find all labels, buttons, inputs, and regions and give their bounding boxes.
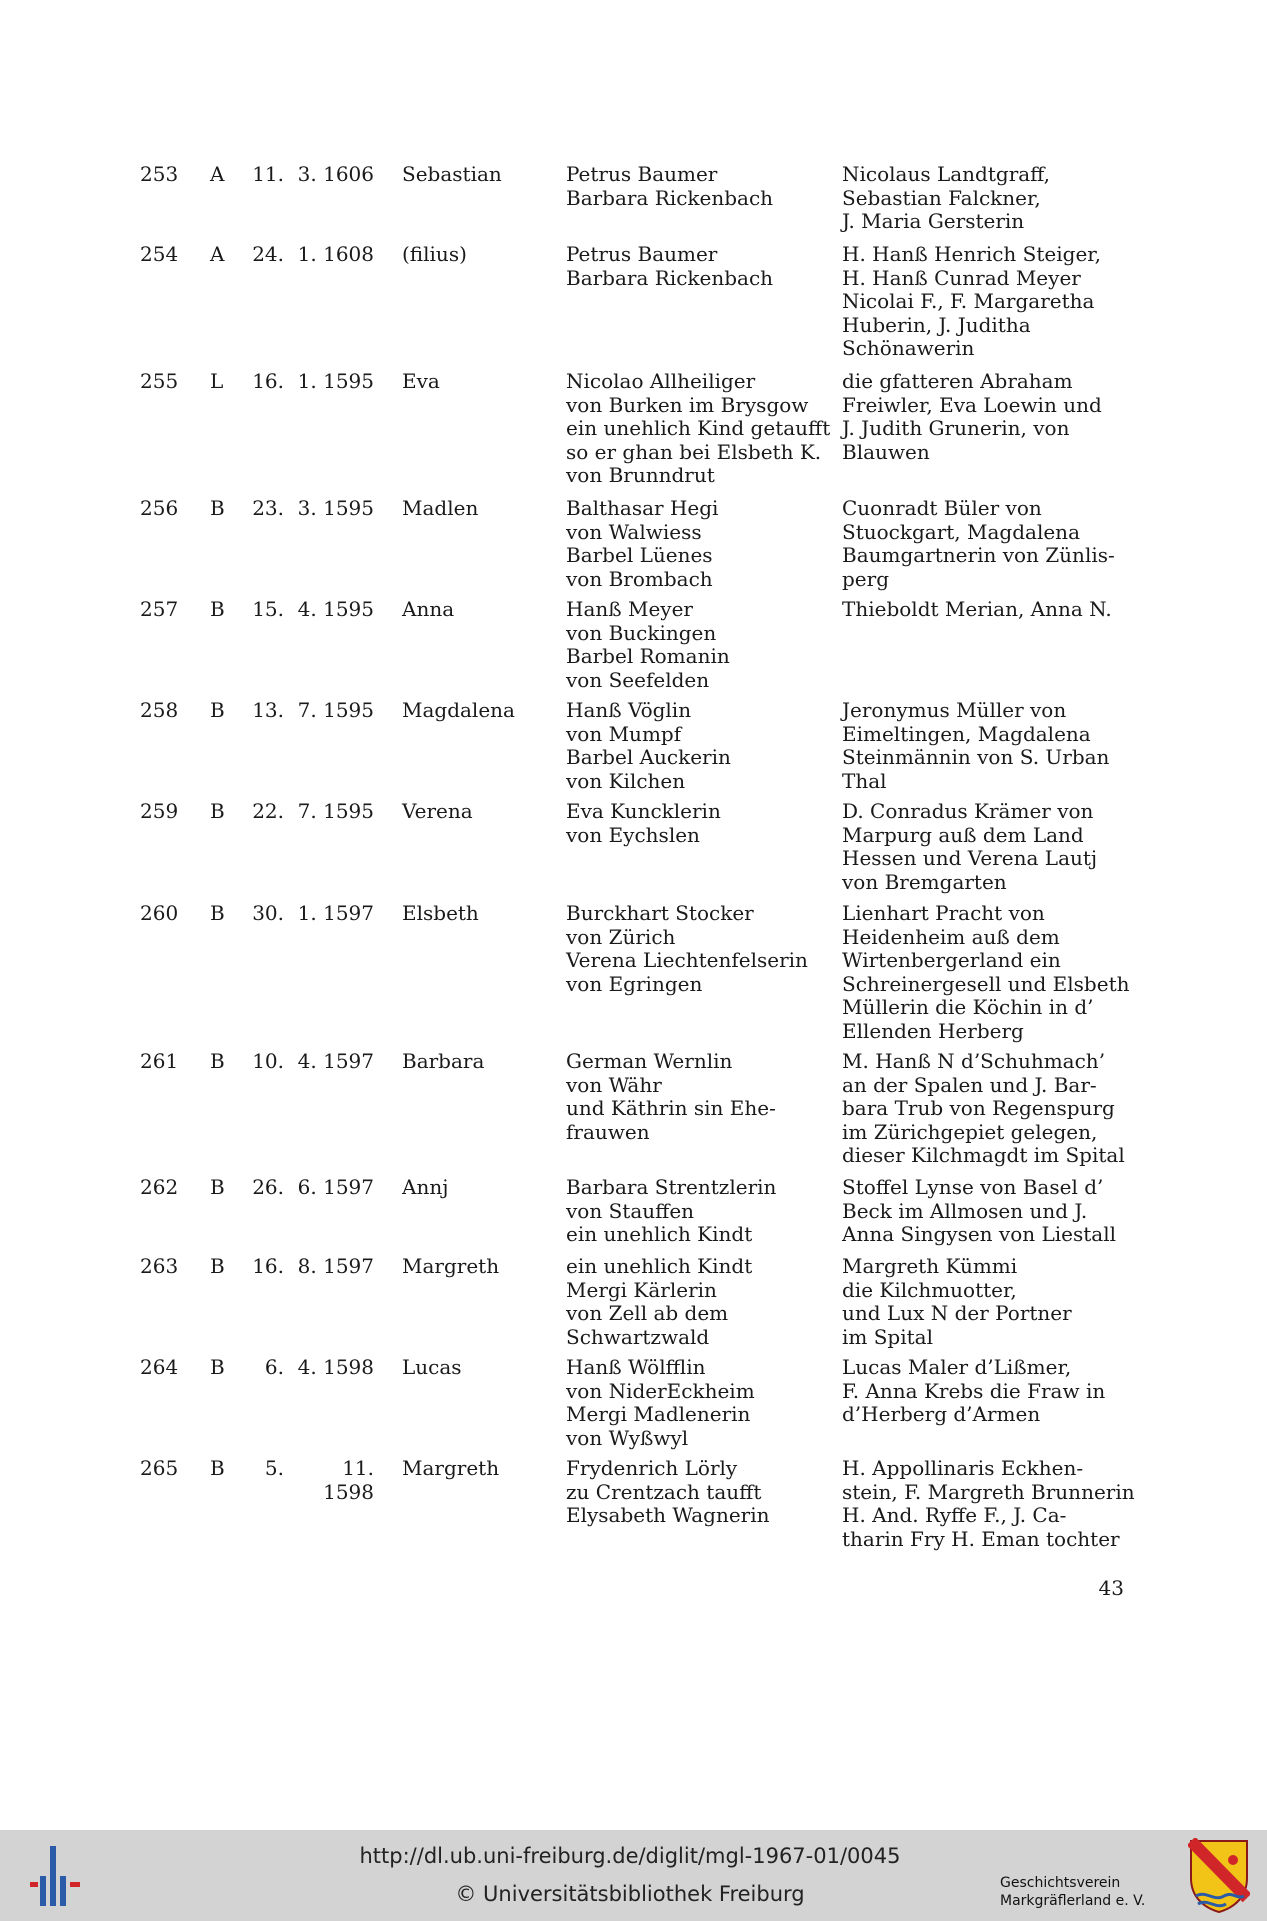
parents-cell (566, 902, 831, 996)
child-name: Magdalena (402, 698, 515, 722)
godparents-cell (842, 901, 1130, 1043)
parent-line: Barbara Rickenbach (566, 265, 774, 290)
entry-category: B (210, 496, 225, 520)
entry-month-year: 1. 1597 (297, 901, 374, 925)
godparent-line: Sebastian Falckner, (842, 185, 1041, 210)
entry-day: 11. (252, 162, 284, 186)
godparent-line: Wirtenbergerland ein (842, 948, 1061, 972)
child-name: Sebastian (402, 162, 502, 186)
godparent-line: Ellenden Herberg (842, 1018, 1024, 1043)
entry-day: 23. (252, 496, 284, 520)
parent-line: Balthasar Hegi (566, 496, 719, 520)
parent-line: Barbara Strentzlerin (566, 1175, 777, 1199)
parent-line: von Kilchen (566, 768, 686, 793)
parents-cell (566, 800, 831, 847)
parent-line: so er ghan bei Elsbeth K. (566, 439, 822, 464)
child-name: Verena (402, 799, 473, 823)
godparent-line: H. Hanß Cunrad Meyer (842, 265, 1081, 290)
child-name: Lucas (402, 1355, 462, 1379)
entry-category: L (210, 369, 224, 393)
godparent-line: Lucas Maler d’Lißmer, (842, 1355, 1072, 1379)
child-name: Margreth (402, 1254, 500, 1278)
parent-line: Barbel Lüenes (566, 543, 713, 567)
godparent-line: Cuonradt Büler von (842, 496, 1042, 520)
parent-line: Nicolao Allheiliger (566, 369, 756, 393)
child-name: Madlen (402, 496, 479, 520)
society-name (1000, 1874, 1190, 1910)
godparent-line: J. Maria Gersterin (842, 209, 1025, 233)
godparent-line: die gfatteren Abraham (842, 369, 1073, 393)
parent-line: ein unehlich Kindt (566, 1222, 753, 1246)
godparent-line: Heidenheim auß dem (842, 924, 1060, 949)
godparent-line: die Kilchmuotter, (842, 1277, 1017, 1302)
godparent-line: Margreth Kümmi (842, 1254, 1018, 1278)
entry-month-year: 11. 1598 (323, 1456, 374, 1504)
godparent-line: Anna Singysen von Liestall (842, 1222, 1117, 1246)
child-name: Anna (402, 597, 455, 621)
godparent-line: im Zürichgepiet gelegen, (842, 1119, 1098, 1144)
parent-line: Petrus Baumer (566, 242, 718, 266)
godparents-cell (842, 598, 1127, 622)
godparent-line: dieser Kilchmagdt im Spital (842, 1143, 1125, 1167)
godparent-line: Beck im Allmosen und J. (842, 1198, 1088, 1223)
godparent-line: an der Spalen und J. Bar- (842, 1072, 1097, 1097)
entry-number: 253 (140, 162, 179, 186)
godparent-line: D. Conradus Krämer von (842, 799, 1094, 823)
entry-month-year: 3. 1595 (297, 496, 374, 520)
parents-cell (566, 163, 831, 210)
entry-number: 257 (140, 597, 179, 621)
parent-line: Verena Liechtenfelserin (566, 948, 808, 972)
parent-line: von Wyßwyl (566, 1425, 689, 1450)
entry-month-year: 1. 1595 (297, 369, 374, 393)
entry-category: B (210, 799, 225, 823)
godparent-line: Thal (842, 768, 887, 793)
entry-number: 264 (140, 1355, 179, 1379)
entry-number: 262 (140, 1175, 179, 1199)
godparent-line: d’Herberg d’Armen (842, 1402, 1041, 1426)
parent-line: von Eychslen (566, 822, 700, 847)
parent-line: Schwartzwald (566, 1324, 710, 1349)
parent-line: von Seefelden (566, 667, 710, 692)
godparent-line: Huberin, J. Juditha (842, 312, 1031, 337)
parent-line: ein unehlich Kind getaufft (566, 416, 831, 440)
entry-category: B (210, 1049, 225, 1073)
parents-cell (566, 243, 831, 290)
godparent-line: Nicolai F., F. Margaretha (842, 289, 1095, 313)
parent-line: Elysabeth Wagnerin (566, 1503, 770, 1527)
godparent-line: und Lux N der Portner (842, 1301, 1072, 1325)
parent-line: Hanß Vöglin (566, 698, 692, 722)
entry-category: B (210, 1456, 225, 1480)
godparents-cell (842, 1356, 1127, 1427)
entry-category: B (210, 1254, 225, 1278)
godparent-line: Lienhart Pracht von (842, 901, 1045, 925)
entry-day: 16. (252, 369, 284, 393)
godparents-cell (842, 370, 1127, 464)
parent-line: von Buckingen (566, 620, 717, 645)
parent-line: Barbara Rickenbach (566, 185, 774, 210)
parent-line: Frydenrich Lörly (566, 1456, 738, 1480)
entry-number: 256 (140, 496, 179, 520)
godparents-cell (842, 163, 1127, 234)
entry-number: 259 (140, 799, 179, 823)
entry-day: 22. (252, 799, 284, 823)
godparents-cell (842, 699, 1127, 793)
entry-number: 261 (140, 1049, 179, 1073)
parent-line: von Mumpf (566, 721, 682, 746)
parent-line: Barbel Romanin (566, 644, 730, 668)
parent-line: Barbel Auckerin (566, 745, 731, 769)
entry-number: 263 (140, 1254, 179, 1278)
godparent-line: perg (842, 566, 890, 591)
godparent-line: Hessen und Verena Lautj (842, 846, 1098, 870)
entry-month-year: 3. 1606 (297, 162, 374, 186)
entry-number: 260 (140, 901, 179, 925)
godparent-line: Eimeltingen, Magdalena (842, 721, 1091, 746)
entry-day: 10. (252, 1049, 284, 1073)
godparent-line: Müllerin die Köchin in d’ (842, 995, 1094, 1019)
godparent-line: im Spital (842, 1324, 933, 1349)
godparents-cell (842, 497, 1127, 591)
godparent-line: Nicolaus Landtgraff, (842, 162, 1051, 186)
parents-cell (566, 497, 831, 591)
parent-line: von Stauffen (566, 1198, 695, 1223)
footer-copyright: © Universitätsbibliothek Freiburg (455, 1882, 805, 1906)
parent-line: und Käthrin sin Ehe- (566, 1096, 776, 1120)
entry-number: 258 (140, 698, 179, 722)
child-name: Eva (402, 369, 440, 393)
parents-cell (566, 598, 831, 692)
parent-line: Mergi Kärlerin (566, 1277, 717, 1302)
parent-line: German Wernlin (566, 1049, 733, 1073)
entry-category: A (210, 242, 225, 266)
entry-day: 24. (252, 242, 284, 266)
parent-line: von Brombach (566, 566, 713, 591)
society-name-line1: Geschichtsverein (1000, 1875, 1121, 1891)
parents-cell (566, 1255, 831, 1349)
parent-line: von Währ (566, 1072, 662, 1097)
page-number: 43 (1098, 1576, 1124, 1600)
entry-day: 15. (252, 597, 284, 621)
entry-category: B (210, 597, 225, 621)
entry-month-year: 7. 1595 (297, 698, 374, 722)
entry-month-year: 7. 1595 (297, 799, 374, 823)
parent-line: Petrus Baumer (566, 162, 718, 186)
child-name: (filius) (402, 242, 467, 266)
entry-month-year: 4. 1597 (297, 1049, 374, 1073)
parents-cell (566, 1050, 831, 1144)
godparent-line: M. Hanß N d’Schuhmach’ (842, 1049, 1106, 1073)
godparents-cell (842, 800, 1127, 894)
parent-line: zu Crentzach taufft (566, 1479, 762, 1504)
parent-line: von Walwiess (566, 519, 702, 544)
entry-number: 254 (140, 242, 179, 266)
godparents-cell (842, 1176, 1127, 1247)
entry-category: B (210, 901, 225, 925)
godparent-line: H. Appollinaris Eckhen- (842, 1456, 1084, 1480)
parent-line: Eva Kuncklerin (566, 799, 721, 823)
parent-line: von Egringen (566, 971, 703, 996)
godparent-line: bara Trub von Regenspurg (842, 1096, 1115, 1120)
parent-line: von Brunndrut (566, 463, 715, 487)
entry-category: A (210, 162, 225, 186)
godparents-cell (842, 243, 1127, 361)
parents-cell (566, 1356, 831, 1450)
footer-url-link[interactable]: http://dl.ub.uni-freiburg.de/diglit/mgl-1967-01/0045 (359, 1844, 901, 1868)
godparent-line: von Bremgarten (842, 869, 1007, 894)
entry-month-year: 4. 1595 (297, 597, 374, 621)
godparents-cell (842, 1456, 1135, 1551)
godparents-cell (842, 1255, 1127, 1349)
godparent-line: J. Judith Grunerin, von (842, 416, 1070, 440)
godparent-line: Schreinergesell und Elsbeth (842, 971, 1130, 996)
library-logo-icon (28, 1844, 84, 1908)
godparents-cell (842, 1050, 1127, 1168)
society-name-line2: Markgräflerland e. V. (1000, 1893, 1146, 1909)
entry-month-year: 8. 1597 (297, 1254, 374, 1278)
entry-category: B (210, 698, 225, 722)
entry-day: 16. (252, 1254, 284, 1278)
godparent-line: Steinmännin von S. Urban (842, 745, 1110, 769)
godparent-line: F. Anna Krebs die Fraw in (842, 1378, 1106, 1403)
godparent-line: Baumgartnerin von Zünlis- (842, 543, 1115, 567)
godparent-line: Stuockgart, Magdalena (842, 519, 1080, 544)
parent-line: von Zell ab dem (566, 1301, 729, 1325)
entry-month-year: 1. 1608 (297, 242, 374, 266)
child-name: Barbara (402, 1049, 485, 1073)
parent-line: frauwen (566, 1119, 650, 1144)
parent-line: von Zürich (566, 924, 676, 949)
parent-line: von NiderEckheim (566, 1378, 755, 1403)
godparent-line: Schönawerin (842, 336, 975, 360)
parents-cell (566, 370, 831, 488)
child-name: Margreth (402, 1456, 500, 1480)
child-name: Elsbeth (402, 901, 479, 925)
godparent-line: Blauwen (842, 439, 930, 464)
parent-line: Burckhart Stocker (566, 901, 754, 925)
entry-category: B (210, 1175, 225, 1199)
godparent-line: Jeronymus Müller von (842, 698, 1067, 722)
godparent-line: Thieboldt Merian, Anna N. (842, 597, 1112, 621)
parent-line: Mergi Madlenerin (566, 1402, 751, 1426)
parent-line: Hanß Wölfflin (566, 1355, 706, 1379)
entry-month-year: 4. 1598 (297, 1355, 374, 1379)
entry-day: 13. (252, 698, 284, 722)
godparent-line: Stoffel Lynse von Basel d’ (842, 1175, 1104, 1199)
entry-day: 30. (252, 901, 284, 925)
entry-day: 26. (252, 1175, 284, 1199)
entry-number: 255 (140, 369, 179, 393)
godparent-line: H. And. Ryffe F., J. Ca- (842, 1503, 1067, 1527)
godparent-line: H. Hanß Henrich Steiger, (842, 242, 1102, 266)
godparent-line: tharin Fry H. Eman tochter (842, 1526, 1120, 1551)
parent-line: Hanß Meyer (566, 597, 693, 621)
entry-category: B (210, 1355, 225, 1379)
coat-of-arms-icon (1188, 1838, 1250, 1914)
parent-line: von Burken im Brysgow (566, 392, 809, 417)
entry-number: 265 (140, 1456, 179, 1480)
parent-line: ein unehlich Kindt (566, 1254, 753, 1278)
parents-cell (566, 699, 831, 793)
child-name: Annj (402, 1175, 449, 1199)
godparent-line: Marpurg auß dem Land (842, 822, 1084, 847)
entry-day: 6. (264, 1355, 284, 1379)
parents-cell (566, 1176, 831, 1247)
parents-cell (566, 1457, 831, 1528)
entry-month-year: 6. 1597 (297, 1175, 374, 1199)
entry-day: 5. (264, 1456, 284, 1480)
footer-bar (0, 1830, 1267, 1921)
godparent-line: stein, F. Margreth Brunnerin (842, 1479, 1135, 1504)
godparent-line: Freiwler, Eva Loewin und (842, 392, 1102, 417)
